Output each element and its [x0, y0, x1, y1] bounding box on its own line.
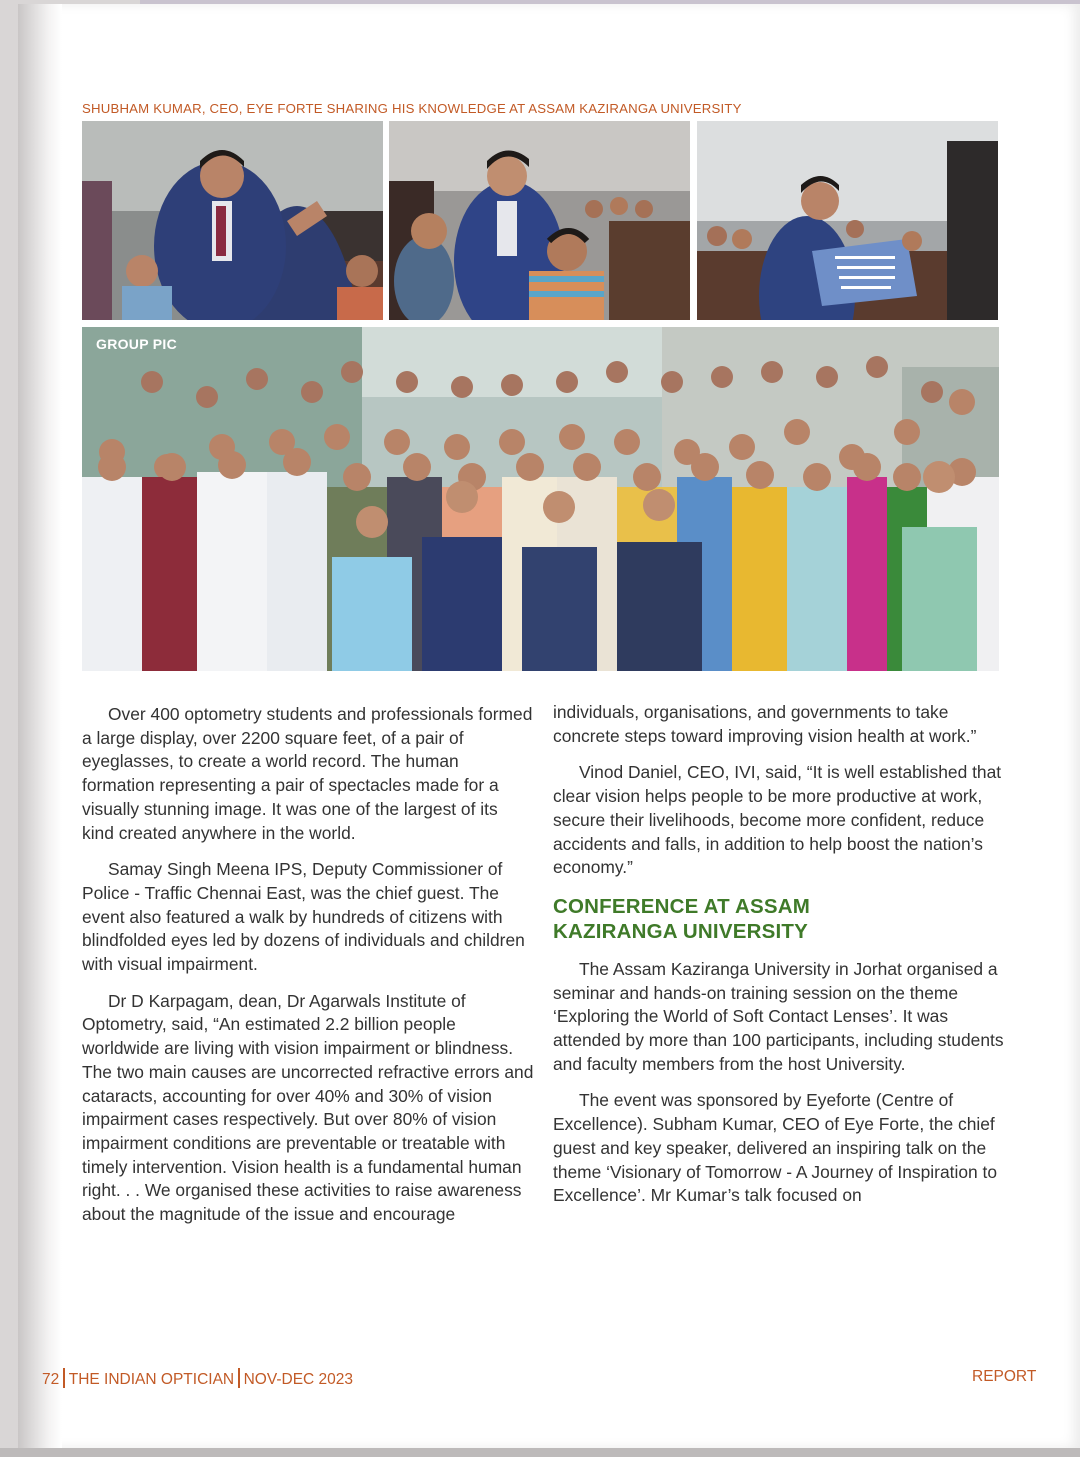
photo-caption: SHUBHAM KUMAR, CEO, EYE FORTE SHARING HIS KNOWLEDGE AT ASSAM KAZIRANGA UNIVERSITY — [82, 101, 742, 116]
section-heading-line1: CONFERENCE AT ASSAM — [553, 894, 811, 918]
page-number: 72 — [42, 1371, 60, 1388]
paragraph-dean-quote: Dr D Karpagam, dean, Dr Agarwals Institute of Optometry, said, “An estimated 2.2 billion people worldwide are living with vision impairment or blindness. The two main causes are uncorrected refractive errors and cataracts, accounting for over 40% and 30% of vision impairment cases respectively. But over 80% of vision impairment conditions are preventable or treatable with timely intervention. Vision health is a fundamental human right. . . We organised these activities to raise awareness about the magnitude of the issue and encourage — [82, 990, 534, 1225]
photo-speaker-demonstrating — [389, 121, 690, 320]
paragraph-ivi-quote: Vinod Daniel, CEO, IVI, said, “It is well established that clear vision helps people to be more productive at work, secure their livelihoods, become more confident, reduce accidents and falls, in addition to help boost the nation’s economy.” — [553, 762, 1002, 878]
paragraph-world-record: Over 400 optometry students and professionals formed a large display, over 2200 square feet, of a pair of eyeglasses, to create a world record. The human formation representing a pair of spectacles made for a visually stunning image. It was one of the largest of its kind created anywhere in the world. — [82, 704, 533, 843]
footer-separator — [63, 1368, 65, 1388]
photo-group — [82, 327, 999, 671]
photo2-illustration — [389, 121, 690, 320]
group-pic-label: GROUP PIC — [96, 336, 178, 352]
issue-date: NOV-DEC 2023 — [243, 1371, 354, 1388]
paragraph-chief-guest: Samay Singh Meena IPS, Deputy Commissioner of Police - Traffic Chennai East, was the chief guest. The event also featured a walk by hundreds of citizens with blindfolded eyes led by dozens of individuals and children with visual impairment. — [82, 859, 525, 975]
paragraph-seminar: The Assam Kaziranga University in Jorhat organised a seminar and hands-on training session on the theme ‘Exploring the World of Soft Contact Lenses’. It was attended by more than 100 participants, including students and faculty members from the host University. — [553, 958, 1004, 1074]
page-gutter-shadow — [18, 4, 62, 1448]
photo3-illustration — [697, 121, 998, 320]
paragraph-quote-continued: individuals, organisations, and governments to take concrete steps toward improving vision health at work.” — [553, 702, 977, 746]
footer-left — [42, 1368, 353, 1389]
photo-speaker-holding-chart — [697, 121, 998, 320]
publication-name: THE INDIAN OPTICIAN — [68, 1371, 235, 1388]
right-text-column — [553, 701, 1005, 1208]
section-heading — [553, 894, 1005, 944]
left-text-column — [82, 703, 534, 1227]
photo4-illustration — [82, 327, 999, 671]
photo1-illustration — [82, 121, 383, 320]
bottom-edge-strip — [0, 1448, 1080, 1457]
section-heading-line2: KAZIRANGA UNIVERSITY — [553, 919, 808, 943]
photo-speaker-gesturing — [82, 121, 383, 320]
section-label: REPORT — [972, 1368, 1037, 1385]
footer-separator — [238, 1368, 240, 1388]
paragraph-sponsor: The event was sponsored by Eyeforte (Centre of Excellence). Subham Kumar, CEO of Eye Forte, the chief guest and key speaker, delivered an inspiring talk on the theme ‘Visionary of Tomorrow - A Journey of Inspiration to Excellence’. Mr Kumar’s talk focused on — [553, 1090, 998, 1206]
